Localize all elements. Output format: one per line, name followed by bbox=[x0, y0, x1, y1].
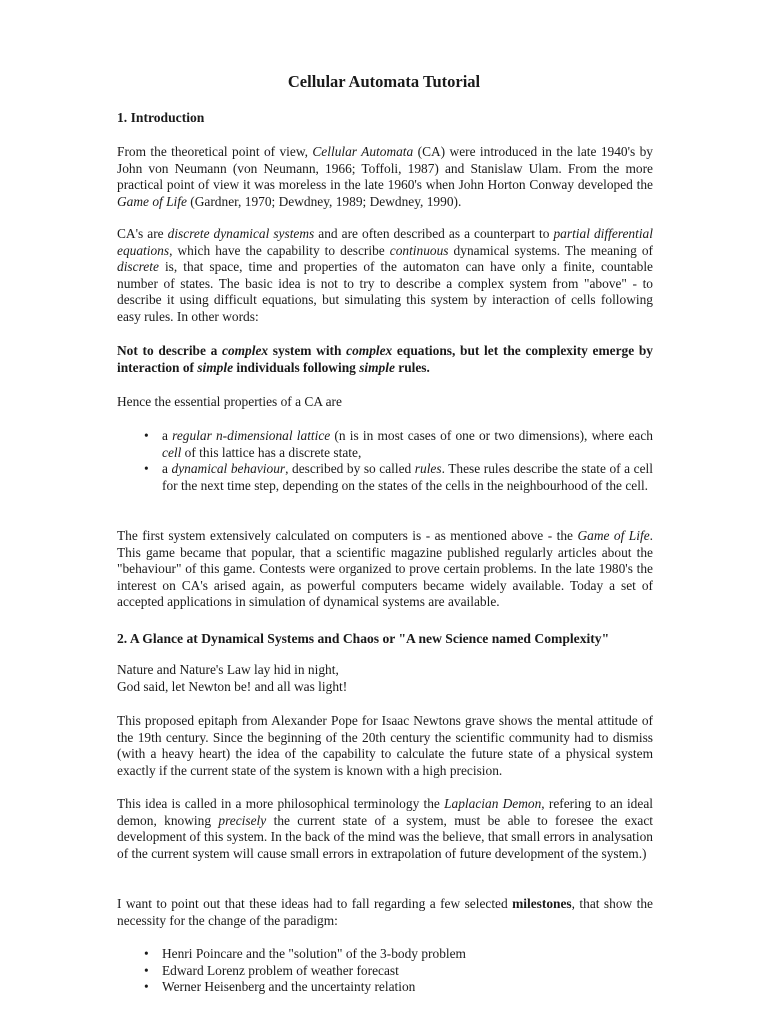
section-heading-dynamical-systems: 2. A Glance at Dynamical Systems and Chaos or "A new Science named Complexity" bbox=[117, 631, 610, 646]
italic-term: Cellular Automata bbox=[312, 144, 414, 159]
italic-term: discrete bbox=[117, 259, 159, 275]
italic-term: simple bbox=[197, 359, 234, 375]
italic-term: complex bbox=[346, 343, 393, 358]
paragraph-properties-intro: Hence the essential properties of a CA are bbox=[117, 394, 342, 409]
paragraph-epitaph: This proposed epitaph from Alexander Pope for Isaac Newtons grave shows the mental attitude of the 19th century. Since the beginning of the 20th century the scientific community had to dismiss (with a heavy heart) the idea of the capability to calculate the future state of a physical system exactly if the current state of the system is known with a high precision. bbox=[117, 713, 653, 778]
paragraph-laplacian-demon: This idea is called in a more philosophical terminology the Laplacian Demon, refering to an ideal demon, knowing precisely the current state of a system, must be able to foresee the exact development of this system. In the back of the mind was the believe, that small errors in analysation of the current system will cause small errors in extrapolation of future development of the system.) bbox=[117, 796, 654, 861]
paragraph-intro: From the theoretical point of view, Cellular Automata (CA) were introduced in the late 1940's by John von Neumann (von Neumann, 1966; Toffoli, 1987) and Stanislaw Ulam. From the more practical point of view it was moreless in the late 1960's when John Horton Conway developed the Game of Life (Gardner, 1970; Dewdney, 1989; Dewdney, 1990). bbox=[117, 144, 653, 209]
paragraph-key-statement: Not to describe a complex system with complex equations, but let the complexity emerge by interaction of simple individuals following simple rules. bbox=[117, 343, 654, 375]
properties-list bbox=[117, 428, 653, 494]
list-item: • a regular n-dimensional lattice (n is in most cases of one or two dimensions), where each cell of this lattice has a discrete state, bbox=[117, 428, 653, 461]
list-item: • Henri Poincare and the "solution" of the 3-body problem bbox=[117, 946, 653, 963]
poem-line: Nature and Nature's Law lay hid in night, bbox=[117, 662, 339, 677]
italic-term: cell bbox=[162, 444, 182, 460]
document-title: Cellular Automata Tutorial bbox=[287, 72, 481, 91]
milestones-list bbox=[117, 946, 653, 996]
paragraph-ca-definition: CA's are discrete dynamical systems and are often described as a counterpart to partial differential equations, which have the capability to describe continuous dynamical systems. The meaning of discrete is, that space, time and properties of the automaton can have only a finite, countable number of states. The basic idea is not to try to describe a complex system from "above" - to describe it using difficult equations, but simulating this system by interaction of cells following easy rules. In other words: bbox=[117, 226, 653, 324]
bold-term: milestones bbox=[512, 896, 572, 911]
list-item: • a dynamical behaviour, described by so called rules. These rules describe the state of a cell for the next time step, depending on the states of the cells in the neighbourhood of the cell. bbox=[117, 461, 653, 494]
italic-term: Game of Life bbox=[117, 193, 187, 209]
list-item: • Werner Heisenberg and the uncertainty relation bbox=[117, 979, 653, 996]
poem-quote bbox=[117, 662, 653, 695]
italic-term: continuous bbox=[389, 242, 449, 258]
italic-term: complex bbox=[222, 343, 269, 358]
section-heading-introduction: 1. Introduction bbox=[117, 110, 205, 125]
italic-term: regular n-dimensional lattice bbox=[172, 428, 331, 443]
poem-line: God said, let Newton be! and all was light! bbox=[117, 678, 348, 694]
italic-term: dynamical behaviour bbox=[171, 461, 286, 477]
italic-term: simple bbox=[359, 359, 395, 375]
italic-term: precisely bbox=[218, 812, 267, 828]
italic-term: discrete dynamical systems bbox=[167, 226, 315, 241]
paragraph-game-of-life: The first system extensively calculated on computers is - as mentioned above - the Game of Life. This game became that popular, that a scientific magazine published regularly articles about the "behaviour" of this game. Contests were organized to prove certain problems. In the late 1980's the interest on CA's arised again, as powerful computers became widely available. Today a set of accepted applications in simulation of dynamical systems are available. bbox=[117, 528, 653, 610]
italic-term: Game of Life bbox=[577, 528, 650, 543]
italic-term: rules bbox=[414, 461, 442, 477]
list-item: • Edward Lorenz problem of weather forecast bbox=[117, 963, 653, 980]
italic-term: Laplacian Demon bbox=[444, 796, 542, 811]
paragraph-milestones: I want to point out that these ideas had to fall regarding a few selected milestones, that show the necessity for the change of the paradigm: bbox=[117, 896, 653, 928]
italic-term: partial differential equations bbox=[117, 226, 653, 258]
